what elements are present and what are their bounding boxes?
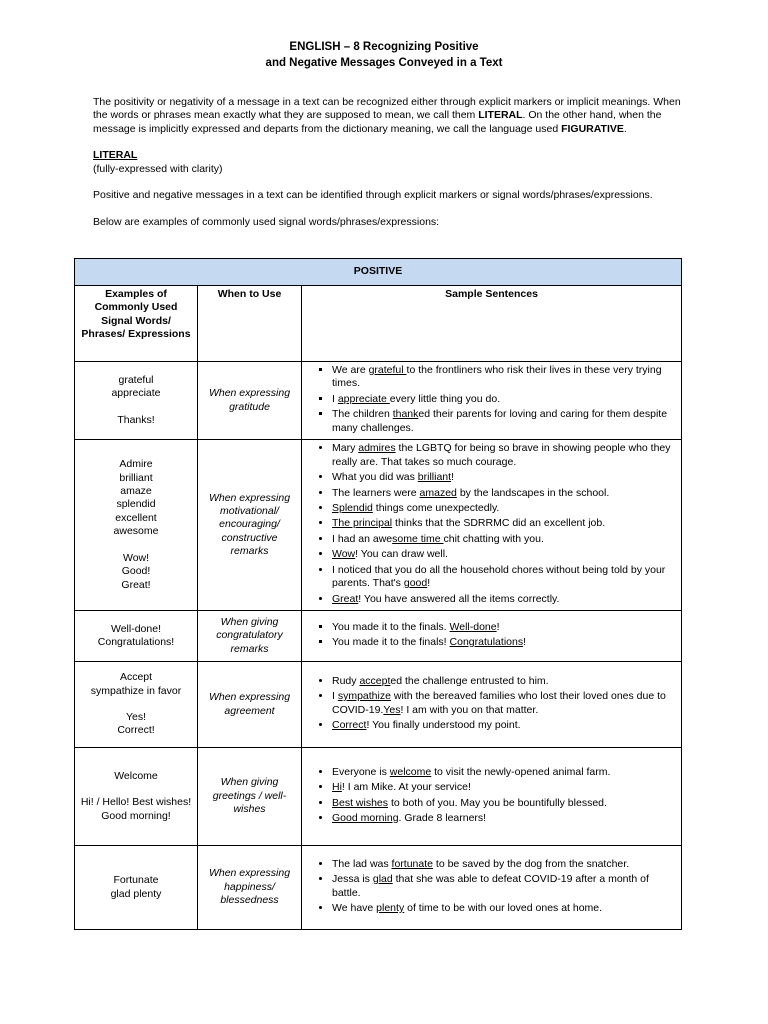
table-header-row — [75, 286, 682, 362]
sample-sentence: • Rudy accepted the challenge entrusted to him. — [332, 675, 677, 688]
sample-sentences-cell — [302, 611, 682, 662]
signal-word: Yes! — [125, 711, 147, 723]
signal-word — [79, 783, 193, 796]
signal-word: grateful — [118, 373, 154, 386]
signal-word-underlined: thank — [392, 408, 419, 421]
sample-sentence: • What you did was brilliant! — [332, 471, 677, 484]
sample-sentence: • Hi! I am Mike. At your service! — [332, 781, 677, 794]
signal-word-underlined: appreciate — [337, 392, 390, 405]
sample-sentence: ▪ You made it to the finals. Well-done! — [332, 621, 677, 634]
table-row — [75, 748, 682, 846]
sample-sentence-list — [306, 675, 677, 733]
signal-word: Congratulations! — [97, 636, 175, 648]
header-when-to-use: When to Use — [198, 286, 302, 362]
table-band-row — [75, 259, 682, 286]
table-row — [75, 846, 682, 930]
table-row — [75, 611, 682, 662]
sample-sentence: ▪ The children thanked their parents for loving and caring for them despite many challenges. — [332, 408, 677, 435]
title-line-2: and Negative Messages Conveyed in a Text — [265, 56, 503, 69]
intro-text-1: The positivity or negativity of a message in a text can be recognized either through explicit markers or implicit meanings. When the words or phrases mean exactly what they are supposed to mean, we call them — [93, 96, 681, 122]
sample-sentence: • Good morning. Grade 8 learners! — [332, 812, 677, 825]
signal-word-underlined: Good morning — [332, 811, 399, 824]
signal-word-underlined: Great — [332, 592, 359, 605]
signal-word: Accept — [119, 671, 153, 684]
sample-sentences-cell — [302, 440, 682, 611]
sample-sentences-cell — [302, 748, 682, 846]
signal-word: excellent — [115, 511, 157, 524]
signal-word-underlined: sympathize — [337, 690, 391, 703]
signal-word: Welcome — [114, 769, 158, 782]
positive-band-header: POSITIVE — [75, 259, 682, 286]
examples-lead-paragraph: Below are examples of commonly used signal words/phrases/expressions: — [93, 215, 440, 228]
sample-sentence-list — [306, 858, 677, 916]
sample-sentence: • I noticed that you do all the household chores without being told by your parents. That's good! — [332, 564, 677, 591]
signal-word: splendid — [116, 498, 156, 511]
intro-text-2: . On the other hand, when the message is implicitly expressed and departs from the dictionary meaning, we call the language used — [93, 109, 662, 135]
signal-word: Fortunate — [113, 874, 159, 887]
intro-section — [93, 96, 693, 242]
signal-word-underlined: Splendid — [332, 501, 373, 514]
literal-term: LITERAL — [478, 109, 523, 122]
signal-word: awesome — [113, 525, 159, 538]
signal-word — [79, 401, 193, 414]
signal-word-underlined: Wow — [332, 548, 356, 561]
signal-word: Hi! / Hello! Best wishes! Good morning! — [80, 796, 192, 822]
sample-sentence: • I sympathize with the bereaved families who lost their loved ones due to COVID-19.Yes! I am with you on that matter. — [332, 690, 677, 717]
table-row — [75, 440, 682, 611]
sample-sentence-list — [306, 364, 677, 435]
signal-word-underlined: accept — [359, 674, 391, 687]
header-signal-words: Examples of Commonly Used Signal Words/ Phrases/ Expressions — [75, 286, 198, 362]
when-to-use-cell: When giving greetings / well-wishes — [198, 748, 302, 846]
literal-subheading: (fully-expressed with clarity) — [93, 162, 223, 175]
signal-word-underlined: good — [403, 577, 428, 590]
sample-sentence: • I had an awesome time chit chatting with you. — [332, 533, 677, 546]
sample-sentence: ▪ We are grateful to the frontliners who risk their lives in these very trying times. — [332, 364, 677, 391]
signal-word-underlined: Congratulations — [449, 636, 524, 648]
when-to-use-cell: When expressing motivational/ encouraging/ constructive remarks — [198, 440, 302, 611]
sample-sentence: • Wow! You can draw well. — [332, 548, 677, 561]
sample-sentence: • We have plenty of time to be with our loved ones at home. — [332, 902, 677, 915]
sample-sentence-list — [306, 621, 677, 650]
signal-word-underlined: Correct — [332, 718, 367, 731]
sample-sentence-list — [306, 442, 677, 606]
literal-heading: LITERAL — [93, 149, 138, 162]
signal-words-cell — [75, 662, 198, 748]
sample-sentence: • Mary admires the LGBTQ for being so brave in showing people who they really are. That takes so much courage. — [332, 442, 677, 469]
positive-signal-words-table — [74, 258, 682, 930]
signal-word-underlined: Well-done — [449, 620, 497, 633]
signal-word-underlined: Best wishes — [332, 796, 389, 809]
table-body — [75, 362, 682, 930]
signal-word: glad plenty — [110, 887, 162, 900]
signal-words-cell — [75, 362, 198, 440]
signal-word-underlined: fortunate — [391, 857, 433, 870]
literal-block — [93, 149, 693, 176]
signal-word: Great! — [121, 578, 151, 591]
sample-sentences-cell — [302, 362, 682, 440]
table-row — [75, 362, 682, 440]
signal-word: Well-done! — [111, 622, 161, 635]
signal-word-underlined: brilliant — [417, 471, 452, 484]
sample-sentence: • The lad was fortunate to be saved by the dog from the snatcher. — [332, 858, 677, 871]
sample-sentences-cell — [302, 846, 682, 930]
signal-word: sympathize in favor — [90, 684, 182, 697]
sample-sentence: • Great! You have answered all the items correctly. — [332, 593, 677, 606]
signal-word-underlined: Yes — [383, 703, 401, 716]
document-title — [0, 40, 768, 71]
signal-words-cell — [75, 846, 198, 930]
signal-word-underlined: grateful — [368, 364, 407, 376]
sample-sentence: • Everyone is welcome to visit the newly-opened animal farm. — [332, 766, 677, 779]
signal-word: Wow! — [122, 551, 150, 564]
signal-words-cell — [75, 611, 198, 662]
intro-text-end: . — [623, 122, 627, 135]
header-sample-sentences: Sample Sentences — [302, 286, 682, 362]
signal-words-cell — [75, 440, 198, 611]
signal-word: brilliant — [119, 471, 153, 484]
when-to-use-cell: When expressing agreement — [198, 662, 302, 748]
when-to-use-cell: When giving congratulatory remarks — [198, 611, 302, 662]
when-to-use-cell: When expressing gratitude — [198, 362, 302, 440]
title-line-1: ENGLISH – 8 Recognizing Positive — [289, 41, 479, 53]
sample-sentences-cell — [302, 662, 682, 748]
signal-word-underlined: some time — [392, 532, 444, 545]
signal-word: Correct! — [117, 724, 155, 737]
signal-word: appreciate — [111, 387, 161, 400]
sample-sentence: • Correct! You finally understood my point. — [332, 719, 677, 732]
figurative-term: FIGURATIVE — [561, 122, 624, 135]
signal-word-underlined: The principal — [332, 517, 393, 530]
sample-sentence: ▪ I appreciate every little thing you do. — [332, 393, 677, 406]
signal-word-underlined: welcome — [389, 765, 432, 778]
signal-word-underlined: amazed — [419, 486, 457, 499]
signal-word-underlined: glad — [372, 873, 393, 886]
signal-word: Admire — [119, 458, 153, 471]
intro-paragraph — [93, 96, 693, 136]
signal-word: Thanks! — [117, 413, 155, 426]
sample-sentence: • Splendid things come unexpectedly. — [332, 502, 677, 515]
signal-word — [79, 539, 193, 552]
sample-sentence-list — [306, 766, 677, 826]
sample-sentence: • Best wishes to both of you. May you be bountifully blessed. — [332, 797, 677, 810]
signal-word-underlined: plenty — [376, 901, 405, 914]
signal-word: Good! — [121, 565, 151, 578]
sample-sentence: • The principal thinks that the SDRRMC did an excellent job. — [332, 517, 677, 530]
table-row — [75, 662, 682, 748]
signal-word — [79, 698, 193, 711]
signal-word-underlined: Hi — [332, 781, 342, 794]
signal-word: amaze — [120, 485, 152, 497]
sample-sentence: • The learners were amazed by the landscapes in the school. — [332, 487, 677, 500]
signal-words-cell — [75, 748, 198, 846]
when-to-use-cell: When expressing happiness/ blessedness — [198, 846, 302, 930]
signal-word-underlined: admires — [358, 442, 396, 455]
sample-sentence: • Jessa is glad that she was able to defeat COVID-19 after a month of battle. — [332, 873, 677, 900]
identification-paragraph: Positive and negative messages in a text can be identified through explicit markers or signal words/phrases/expressions. — [93, 189, 653, 202]
sample-sentence: ▪ You made it to the finals! Congratulations! — [332, 636, 677, 649]
